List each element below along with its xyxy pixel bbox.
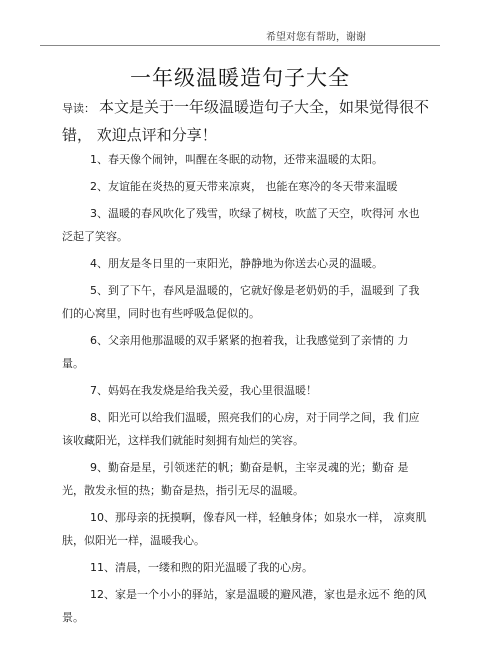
document-intro: [62, 94, 432, 149]
list-item: 11、清晨，一缕和煦的阳光温暖了我的心房。: [90, 561, 313, 574]
list-item: 2、友谊能在炎热的夏天带来凉爽， 也能在寒冷的冬天带来温暖: [90, 180, 398, 193]
list-item: 9、勤奋是星，引领迷茫的帆；勤奋是帆，主宰灵魂的光；勤奋 是光，散发永恒的热；勤奋是热，指引无尽的温暖。: [62, 461, 409, 497]
header-note: 希望对您有帮助，谢谢: [266, 32, 366, 43]
list-item: 3、温暖的春风吹化了残雪，吹绿了树枝，吹蓝了天空，吹得河 水也泛起了笑容。: [62, 207, 420, 243]
list-item: 6、父亲用他那温暖的双手紧紧的抱着我，让我感觉到了亲情的 力量。: [62, 334, 409, 370]
list-item: 7、妈妈在我发烧是给我关爱，我心里很温暖！: [90, 384, 317, 397]
list-item: 12、家是一个小小的驿站，家是温暖的避风港，家也是永远不 绝的风景。: [62, 588, 427, 624]
document-title: 一年级温暖造句子大全: [130, 66, 350, 90]
list-item: 8、阳光可以给我们温暖，照亮我们的心房，对于同学之间，我 们应该收藏阳光，这样我们就能时刻拥有灿烂的笑容。: [62, 411, 420, 447]
sentence-list: [62, 148, 430, 633]
list-item: 5、到了下午，春风是温暖的，它就好像是老奶奶的手，温暖到 了我们的心窝里，同时也有些呼吸急促似的。: [62, 284, 420, 320]
list-item: 1、春天像个闹钟，叫醒在冬眠的动物，还带来温暖的太阳。: [90, 153, 383, 166]
header-divider: [40, 45, 440, 46]
intro-lead-label: 导读：: [62, 102, 95, 115]
list-item: 10、那母亲的抚摸啊，像春风一样，轻触身体；如泉水一样， 凉爽肌肤，似阳光一样，温暖我心。: [62, 511, 427, 547]
intro-text: 本文是关于一年级温暖造句子大全，如果觉得很不错， 欢迎点评和分享！: [62, 98, 430, 144]
list-item: 4、朋友是冬日里的一束阳光，静静地为你送去心灵的温暖。: [90, 257, 383, 270]
